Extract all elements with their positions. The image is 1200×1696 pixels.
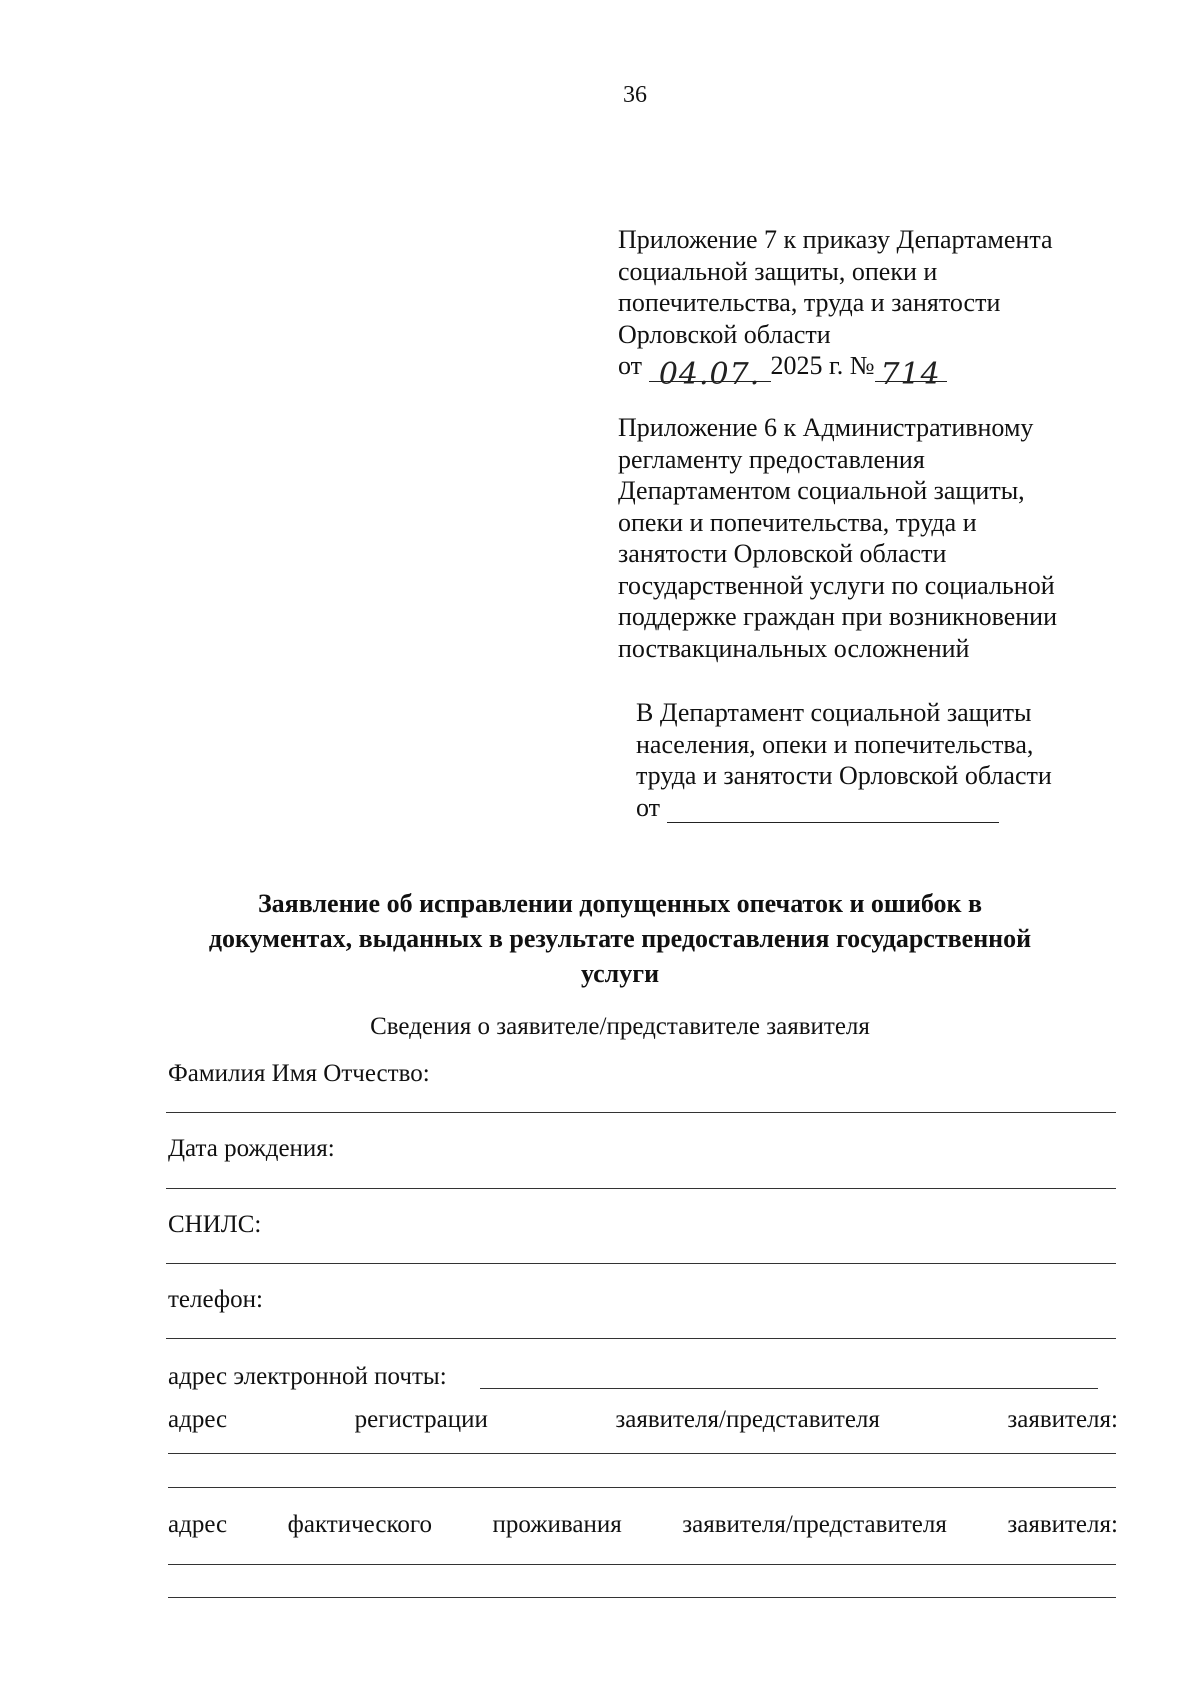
addressee-from-label: от bbox=[636, 792, 661, 822]
addressee-line: населения, опеки и попечительства, bbox=[636, 729, 1034, 759]
addressee-from-line bbox=[636, 792, 1052, 824]
addressee-line: труда и занятости Орловской области bbox=[636, 761, 1052, 790]
actual-address-word: заявителя: bbox=[1007, 1511, 1118, 1538]
addressee-block bbox=[636, 697, 1052, 823]
actual-address-line-1[interactable] bbox=[168, 1564, 1116, 1565]
appendix-7-line: Орловской области bbox=[618, 319, 831, 349]
order-date-handwritten: 04.07. bbox=[658, 356, 761, 392]
actual-address-label bbox=[168, 1511, 1118, 1539]
order-year-text: 2025 г. № bbox=[770, 351, 875, 380]
appendix-6-line: опеки и попечительства, труда и bbox=[618, 507, 977, 537]
actual-address-word: заявителя/представителя bbox=[682, 1511, 947, 1538]
appendix-6-line: Приложение 6 к Административному bbox=[618, 413, 1034, 442]
phone-label: телефон: bbox=[168, 1286, 263, 1313]
order-date-field bbox=[649, 355, 771, 392]
title-line: Заявление об исправлении допущенных опечаток и ошибок в bbox=[257, 889, 983, 918]
applicant-info-heading: Сведения о заявителе/представителе заявителя bbox=[370, 1013, 870, 1040]
reg-address-word: регистрации bbox=[354, 1406, 488, 1433]
addressee-line: В Департамент социальной защиты bbox=[636, 698, 1032, 727]
order-date-line bbox=[618, 350, 1053, 392]
title-line: услуги bbox=[580, 959, 660, 988]
email-line[interactable] bbox=[480, 1388, 1098, 1389]
appendix-6-line: поддержке граждан при возникновении bbox=[618, 602, 1057, 631]
addressee-from-field[interactable] bbox=[667, 796, 999, 823]
actual-address-word: проживания bbox=[492, 1511, 622, 1538]
appendix-6-header bbox=[618, 412, 1057, 664]
actual-address-line-2[interactable] bbox=[168, 1597, 1116, 1598]
appendix-6-line: государственной услуги по социальной bbox=[618, 570, 1055, 600]
registration-address-line-2[interactable] bbox=[168, 1487, 1116, 1488]
order-number-handwritten: 714 bbox=[880, 356, 941, 392]
appendix-7-header bbox=[618, 224, 1053, 392]
page-number: 36 bbox=[623, 82, 647, 108]
birth-date-label: Дата рождения: bbox=[168, 1135, 335, 1162]
reg-address-word: заявителя/представителя bbox=[615, 1406, 880, 1433]
actual-address-word: адрес bbox=[168, 1511, 228, 1538]
appendix-6-line: регламенту предоставления bbox=[618, 444, 925, 474]
appendix-6-line: Департаментом социальной защиты, bbox=[618, 476, 1025, 505]
snils-label: СНИЛС: bbox=[168, 1211, 262, 1238]
email-label: адрес электронной почты: bbox=[168, 1363, 447, 1390]
fio-label: Фамилия Имя Отчество: bbox=[168, 1060, 430, 1087]
fio-line[interactable] bbox=[166, 1112, 1116, 1113]
appendix-7-line: попечительства, труда и занятости bbox=[618, 288, 1001, 317]
reg-address-word: заявителя: bbox=[1007, 1406, 1118, 1433]
appendix-6-line: поствакцинальных осложнений bbox=[618, 633, 970, 663]
registration-address-label bbox=[168, 1406, 1118, 1434]
from-prefix: от bbox=[618, 351, 643, 380]
appendix-6-line: занятости Орловской области bbox=[618, 539, 947, 568]
snils-line[interactable] bbox=[166, 1263, 1116, 1264]
birth-date-line[interactable] bbox=[166, 1188, 1116, 1189]
actual-address-word: фактического bbox=[287, 1511, 432, 1538]
appendix-7-line: социальной защиты, опеки и bbox=[618, 256, 938, 286]
phone-line[interactable] bbox=[166, 1338, 1116, 1339]
title-line: документах, выданных в результате предоставления государственной bbox=[208, 924, 1032, 953]
reg-address-word: адрес bbox=[168, 1406, 228, 1433]
registration-address-line-1[interactable] bbox=[168, 1453, 1116, 1454]
document-title bbox=[150, 886, 1090, 991]
order-number-field bbox=[875, 355, 947, 392]
appendix-7-line: Приложение 7 к приказу Департамента bbox=[618, 225, 1053, 254]
